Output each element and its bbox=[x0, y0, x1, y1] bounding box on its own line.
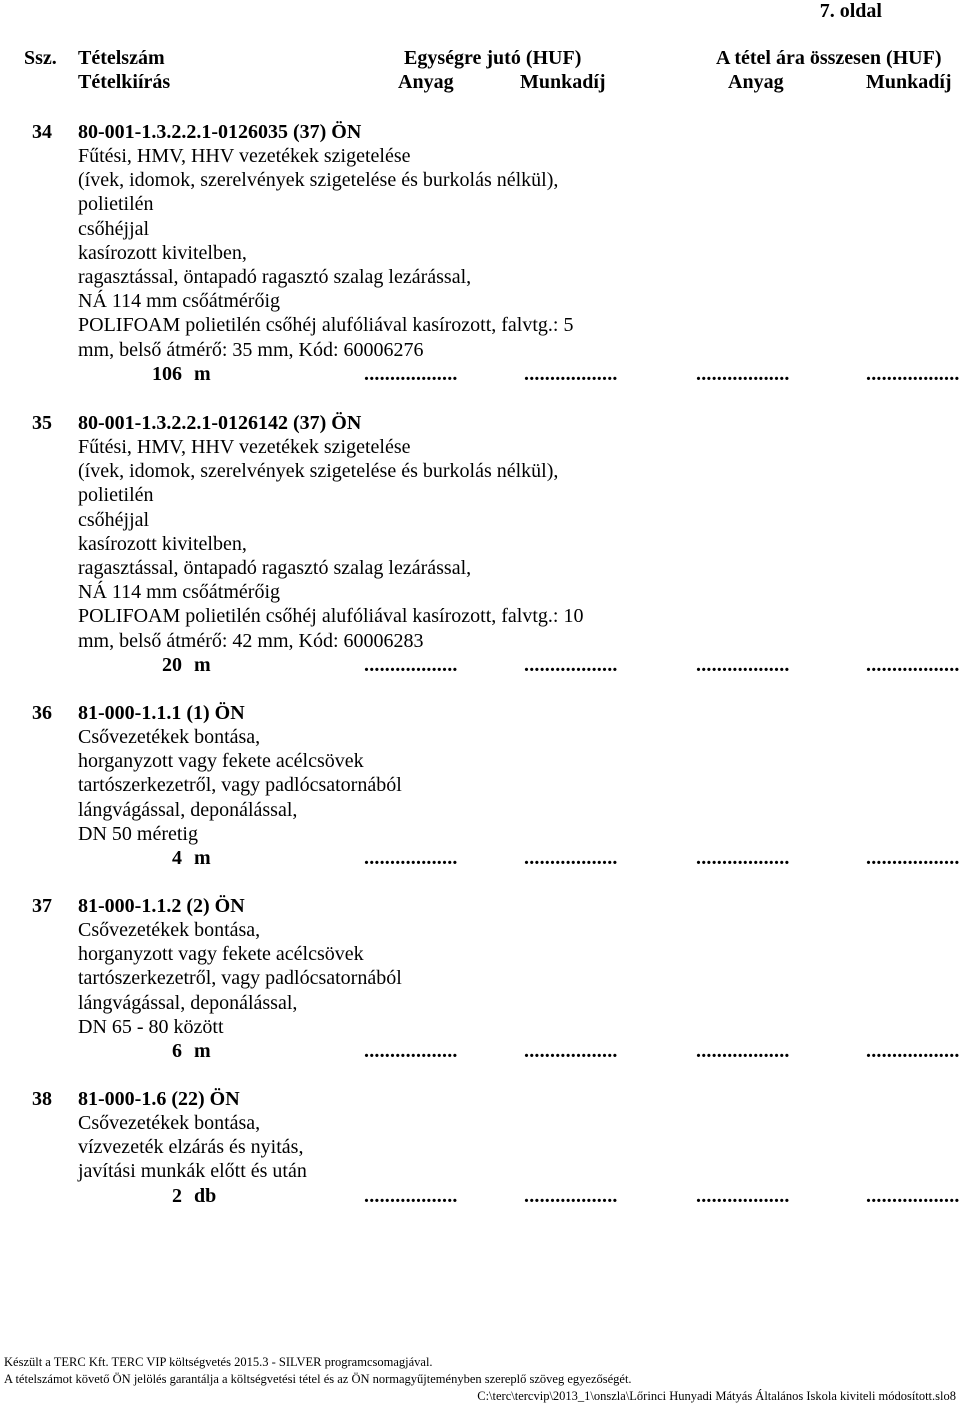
quantity-row bbox=[0, 1039, 960, 1063]
quantity-row bbox=[0, 1184, 960, 1208]
description-line: kasírozott kivitelben, bbox=[78, 532, 247, 555]
page-number: 7. oldal bbox=[819, 0, 882, 22]
description-line: vízvezeték elzárás és nyitás, bbox=[78, 1136, 304, 1159]
unit-price-material-field[interactable]: .................. bbox=[364, 654, 458, 676]
total-material-field[interactable]: .................. bbox=[696, 654, 790, 676]
description-line: tartószerkezetről, vagy padlócsatornából bbox=[78, 774, 402, 797]
description-line: lángvágással, deponálással, bbox=[78, 798, 298, 821]
description-line: ragasztással, öntapadó ragasztó szalag lezárással, bbox=[78, 557, 472, 580]
header-tetelszam: Tételszám bbox=[78, 47, 165, 69]
quantity-value: 20 bbox=[162, 654, 182, 676]
total-labor-field[interactable]: .................. bbox=[866, 1040, 960, 1062]
quantity-unit: m bbox=[194, 654, 211, 676]
unit-price-labor-field[interactable]: .................. bbox=[524, 1185, 618, 1207]
header-osszesen: A tétel ára összesen (HUF) bbox=[716, 47, 942, 69]
quantity-unit: m bbox=[194, 1040, 211, 1062]
header-egysegre-anyag: Anyag bbox=[398, 71, 454, 93]
unit-price-material-field[interactable]: .................. bbox=[364, 847, 458, 869]
unit-price-labor-field[interactable]: .................. bbox=[524, 654, 618, 676]
item-code: 80-001-1.3.2.2.1-0126142 (37) ÖN bbox=[78, 412, 362, 434]
item-34 bbox=[0, 120, 960, 390]
unit-price-material-field[interactable]: .................. bbox=[364, 1185, 458, 1207]
quantity-value: 2 bbox=[172, 1185, 182, 1207]
description-line: Fűtési, HMV, HHV vezetékek szigetelése bbox=[78, 145, 411, 167]
item-number: 37 bbox=[32, 895, 52, 917]
description-line: lángvágással, deponálással, bbox=[78, 991, 298, 1014]
total-material-field[interactable]: .................. bbox=[696, 363, 790, 385]
total-labor-field[interactable]: .................. bbox=[866, 1185, 960, 1207]
unit-price-material-field[interactable]: .................. bbox=[364, 1040, 458, 1062]
quantity-unit: db bbox=[194, 1185, 217, 1207]
item-36 bbox=[0, 701, 960, 875]
description-line: (ívek, idomok, szerelvények szigetelése és burkolás nélkül), bbox=[78, 460, 559, 483]
item-number: 35 bbox=[32, 412, 52, 434]
item-description bbox=[78, 1111, 307, 1184]
description-line: Csővezetékek bontása, bbox=[78, 919, 261, 941]
item-description bbox=[78, 435, 583, 653]
description-line: horganyzott vagy fekete acélcsövek bbox=[78, 943, 364, 966]
description-line: POLIFOAM polietilén csőhéj alufóliával kasírozott, falvtg.: 5 bbox=[78, 314, 574, 337]
description-line: tartószerkezetről, vagy padlócsatornából bbox=[78, 967, 402, 990]
description-line: polietilén bbox=[78, 484, 154, 507]
quantity-row bbox=[0, 362, 960, 386]
unit-price-labor-field[interactable]: .................. bbox=[524, 363, 618, 385]
item-number: 36 bbox=[32, 702, 52, 724]
item-code: 81-000-1.1.1 (1) ÖN bbox=[78, 702, 245, 724]
quantity-value: 106 bbox=[152, 363, 182, 385]
item-description bbox=[78, 144, 573, 362]
total-labor-field[interactable]: .................. bbox=[866, 847, 960, 869]
description-line: Csővezetékek bontása, bbox=[78, 726, 261, 748]
description-line: Csővezetékek bontása, bbox=[78, 1112, 261, 1134]
header-osszesen-munkadij: Munkadíj bbox=[866, 71, 952, 93]
description-line: DN 50 méretig bbox=[78, 822, 198, 845]
quantity-value: 4 bbox=[172, 847, 182, 869]
item-description bbox=[78, 725, 402, 846]
item-number: 34 bbox=[32, 121, 52, 143]
header-tetelkiiras: Tételkiírás bbox=[78, 71, 171, 93]
quantity-row bbox=[0, 846, 960, 870]
description-line: NÁ 114 mm csőátmérőig bbox=[78, 290, 281, 313]
item-code: 81-000-1.1.2 (2) ÖN bbox=[78, 895, 245, 917]
item-description bbox=[78, 918, 402, 1039]
description-line: mm, belső átmérő: 42 mm, Kód: 60006283 bbox=[78, 629, 424, 652]
item-number: 38 bbox=[32, 1088, 52, 1110]
item-37 bbox=[0, 894, 960, 1068]
item-code: 80-001-1.3.2.2.1-0126035 (37) ÖN bbox=[78, 121, 362, 143]
total-labor-field[interactable]: .................. bbox=[866, 654, 960, 676]
header-egysegre-munkadij: Munkadíj bbox=[520, 71, 606, 93]
description-line: csőhéjjal bbox=[78, 508, 150, 531]
description-line: javítási munkák előtt és után bbox=[78, 1160, 307, 1183]
item-38 bbox=[0, 1087, 960, 1213]
item-code: 81-000-1.6 (22) ÖN bbox=[78, 1088, 240, 1110]
description-line: polietilén bbox=[78, 193, 154, 216]
description-line: kasírozott kivitelben, bbox=[78, 241, 247, 264]
description-line: (ívek, idomok, szerelvények szigetelése és burkolás nélkül), bbox=[78, 169, 559, 192]
description-line: POLIFOAM polietilén csőhéj alufóliával kasírozott, falvtg.: 10 bbox=[78, 605, 584, 628]
total-material-field[interactable]: .................. bbox=[696, 1185, 790, 1207]
footer-generator-note: Készült a TERC Kft. TERC VIP költségvetés 2015.3 - SILVER programcsomagjával. bbox=[4, 1355, 433, 1369]
quantity-unit: m bbox=[194, 847, 211, 869]
total-material-field[interactable]: .................. bbox=[696, 847, 790, 869]
description-line: NÁ 114 mm csőátmérőig bbox=[78, 581, 281, 604]
unit-price-labor-field[interactable]: .................. bbox=[524, 1040, 618, 1062]
footer-file-path: C:\terc\tercvip\2013_1\onszla\Lőrinci Hunyadi Mátyás Általános Iskola kiviteli módosított.slo8 bbox=[477, 1389, 956, 1403]
total-labor-field[interactable]: .................. bbox=[866, 363, 960, 385]
header-egysegre: Egységre jutó (HUF) bbox=[404, 47, 582, 69]
description-line: ragasztással, öntapadó ragasztó szalag lezárással, bbox=[78, 266, 472, 289]
description-line: DN 65 - 80 között bbox=[78, 1015, 224, 1038]
quantity-value: 6 bbox=[172, 1040, 182, 1062]
quantity-unit: m bbox=[194, 363, 211, 385]
header-ssz: Ssz. bbox=[24, 47, 57, 69]
footer-guarantee-note: A tételszámot követő ÖN jelölés garantálja a költségvetési tétel és az ÖN normagyűjteményben szereplő szöveg egyezőségét. bbox=[4, 1372, 632, 1386]
header-osszesen-anyag: Anyag bbox=[728, 71, 784, 93]
unit-price-material-field[interactable]: .................. bbox=[364, 363, 458, 385]
total-material-field[interactable]: .................. bbox=[696, 1040, 790, 1062]
description-line: Fűtési, HMV, HHV vezetékek szigetelése bbox=[78, 436, 411, 458]
description-line: csőhéjjal bbox=[78, 217, 150, 240]
description-line: mm, belső átmérő: 35 mm, Kód: 60006276 bbox=[78, 338, 424, 361]
item-35 bbox=[0, 411, 960, 681]
quantity-row bbox=[0, 653, 960, 677]
unit-price-labor-field[interactable]: .................. bbox=[524, 847, 618, 869]
description-line: horganyzott vagy fekete acélcsövek bbox=[78, 750, 364, 773]
